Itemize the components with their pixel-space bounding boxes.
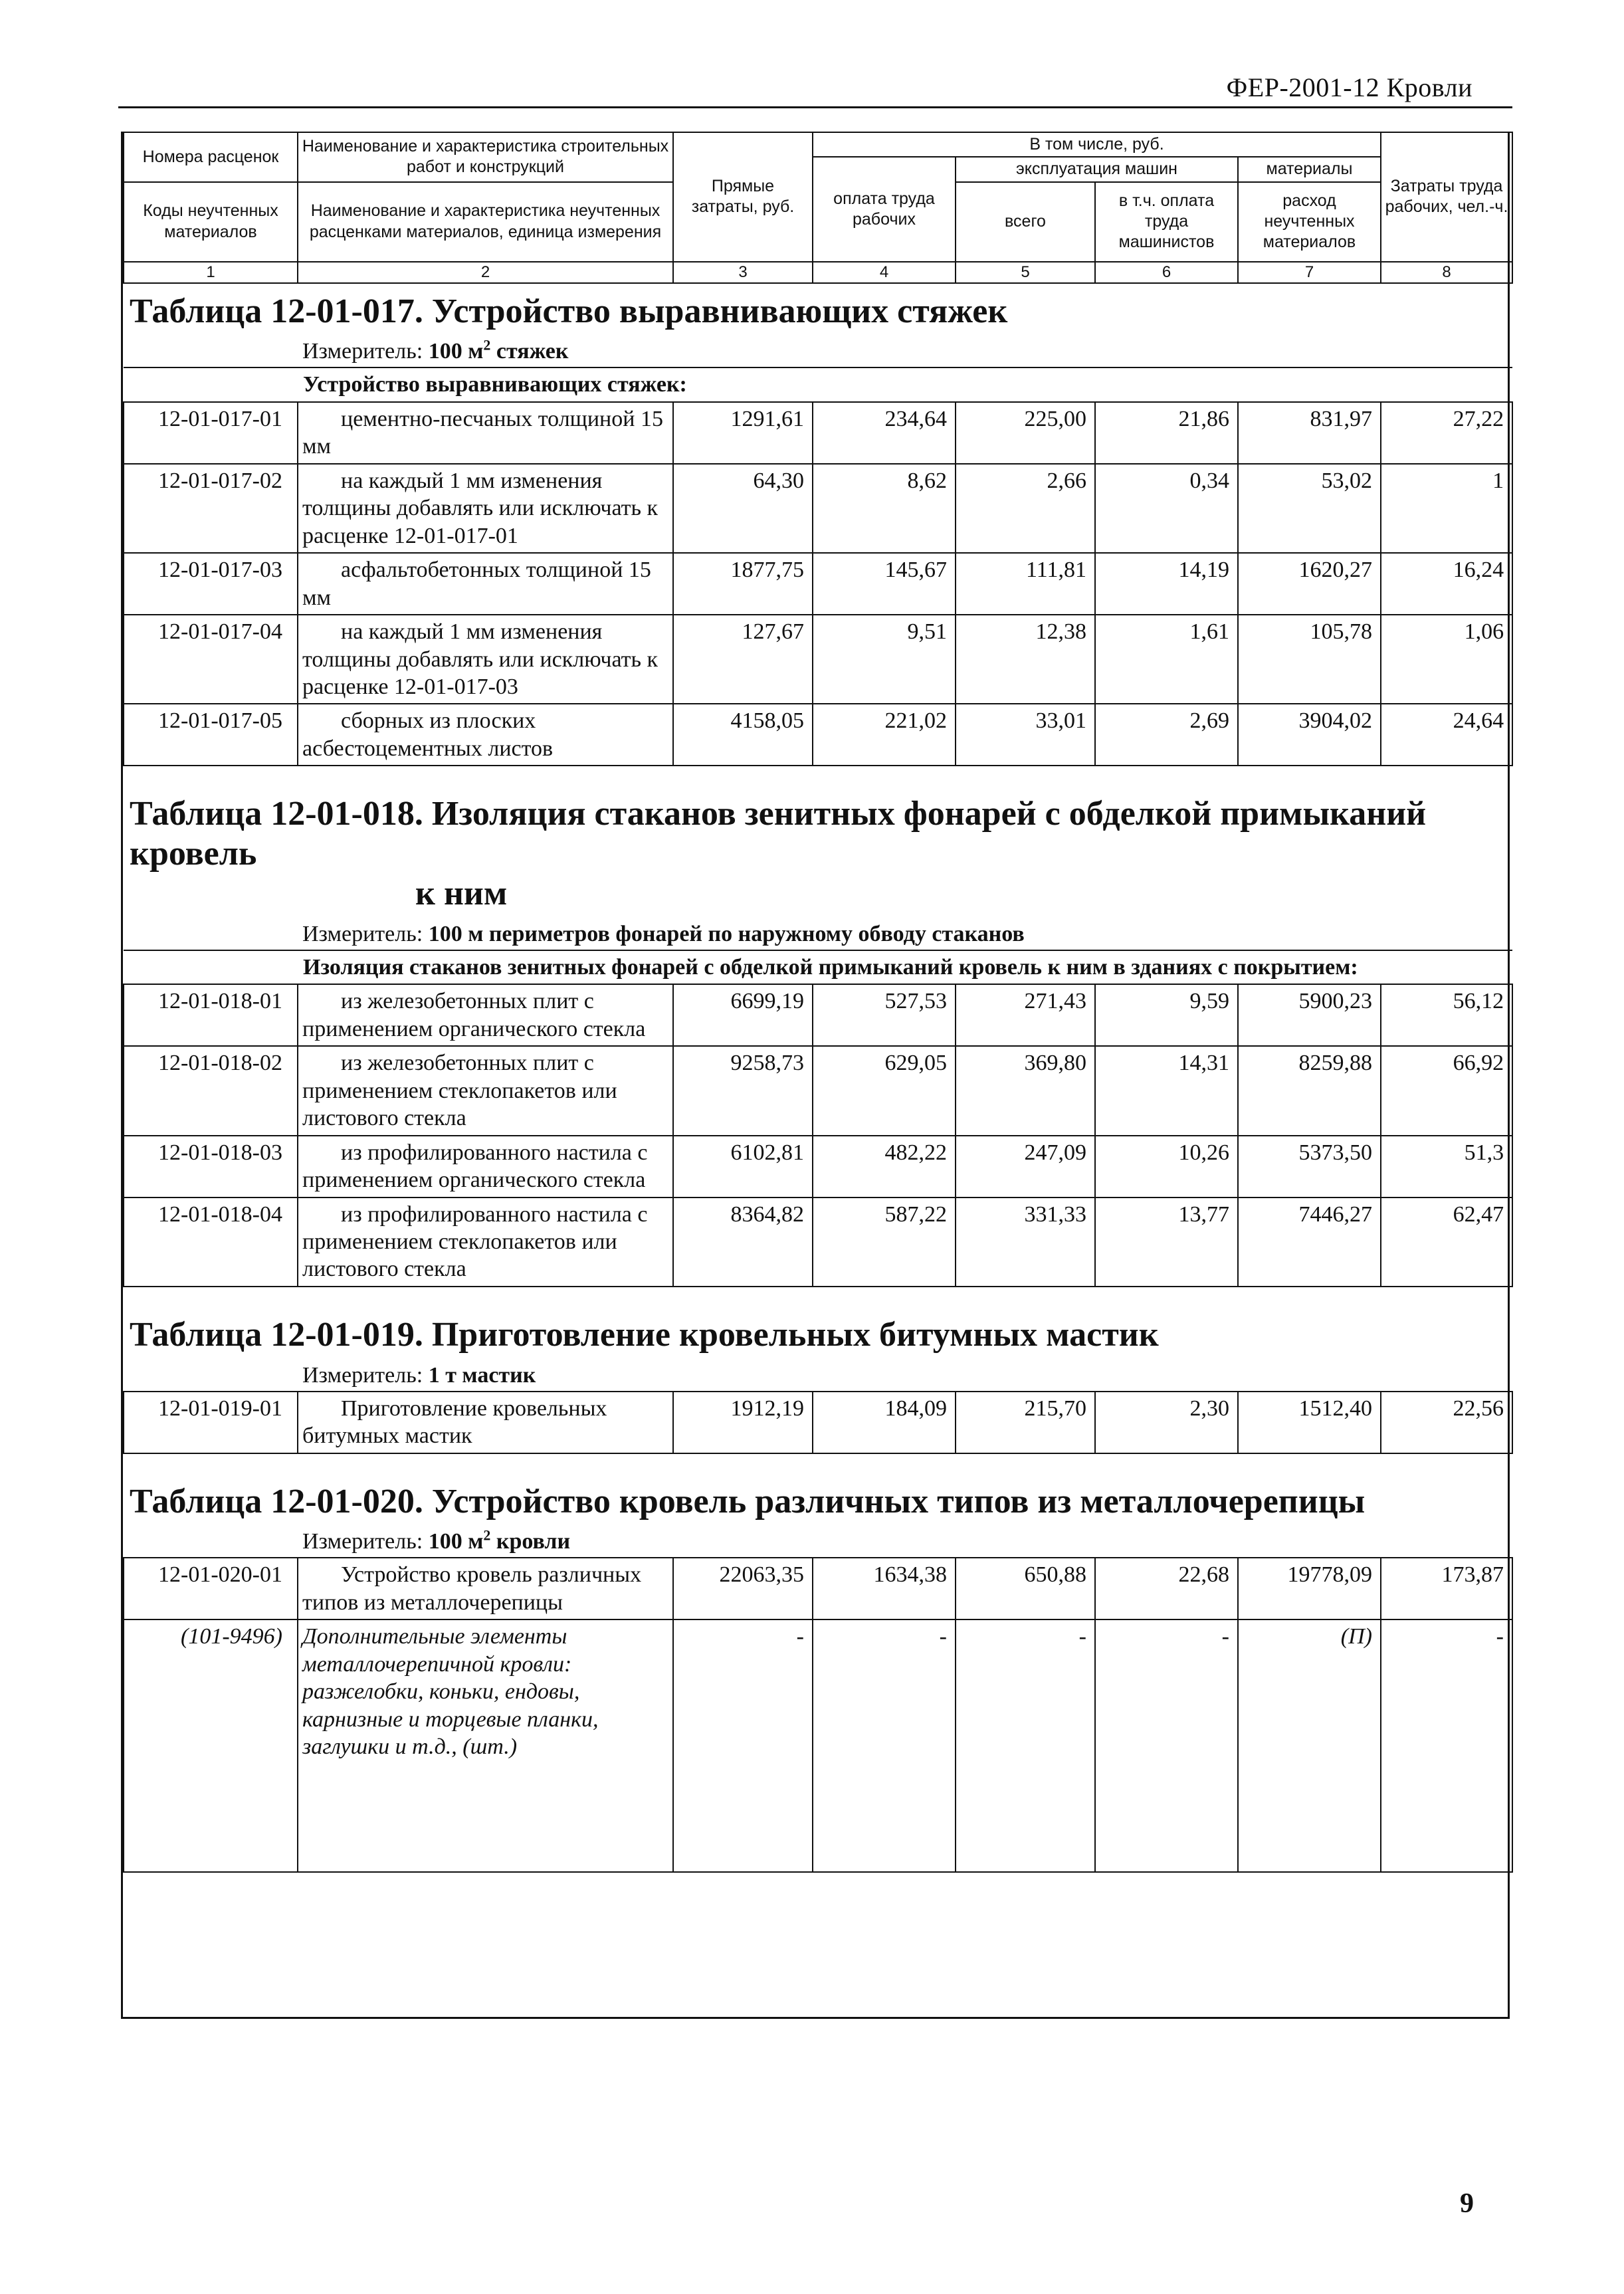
header-materials: материалы <box>1238 157 1381 181</box>
rate-table <box>123 1557 1513 1873</box>
header-labor-hours: Затраты труда рабочих, чел.-ч. <box>1381 132 1512 262</box>
meter-value-text: 100 м <box>428 1529 484 1554</box>
cell-hours: 66,92 <box>1381 1046 1512 1135</box>
rate-name-first: из профилированного настила <box>341 1201 632 1227</box>
cell-mat: 53,02 <box>1238 464 1381 553</box>
rate-code: 12-01-017-03 <box>124 553 298 615</box>
rate-name <box>298 402 673 464</box>
cell-direct: 4158,05 <box>673 704 813 766</box>
cell-mach: 33,01 <box>956 704 1095 766</box>
table-row <box>124 615 1512 704</box>
cell-labor: - <box>813 1619 956 1872</box>
table-title-text: Таблица 12-01-017. Устройство выравнивающих стяжек <box>130 292 1008 330</box>
meter-prefix: Измеритель: <box>302 1529 423 1554</box>
cell-labor: 629,05 <box>813 1046 956 1135</box>
cell-labor: 221,02 <box>813 704 956 766</box>
cell-mach: 271,43 <box>956 984 1095 1046</box>
table-title <box>123 284 1508 337</box>
group-title: Устройство выравнивающих стяжек: <box>124 367 1512 401</box>
table-row <box>124 1558 1512 1619</box>
table-row <box>124 1198 1512 1287</box>
table-row <box>124 984 1512 1046</box>
material-name: Дополнительные элементы металлочерепичной кровли: разжелобки, коньки, ендовы, карнизные и торцевые планки, заглушки и т.д., (шт.) <box>298 1619 673 1872</box>
rate-name-first: сборных из плоских <box>341 708 536 734</box>
header-col2-top: Наименование и характеристика строительных работ и конструкций <box>298 132 673 182</box>
unit-of-measure <box>123 1360 1508 1391</box>
cell-hours: 24,64 <box>1381 704 1512 766</box>
cell-direct: 64,30 <box>673 464 813 553</box>
cell-mach: 331,33 <box>956 1198 1095 1287</box>
cell-mat: 5900,23 <box>1238 984 1381 1046</box>
header-rule <box>118 106 1512 108</box>
table-title <box>123 786 1508 918</box>
cell-mach: 215,70 <box>956 1392 1095 1453</box>
cell-mat: 5373,50 <box>1238 1136 1381 1198</box>
table-row <box>124 402 1512 464</box>
col-num: 4 <box>813 262 956 283</box>
cell-mach-labor: 21,86 <box>1095 402 1238 464</box>
rate-name-rest: 15 мм <box>302 406 663 459</box>
header-materials-sub: расход неучтенных материалов <box>1238 182 1381 262</box>
cell-hours: 62,47 <box>1381 1198 1512 1287</box>
cell-hours: 173,87 <box>1381 1558 1512 1619</box>
rate-name-first: на каждый 1 мм изменения <box>341 619 603 645</box>
cell-mach: 111,81 <box>956 553 1095 615</box>
meter-value-text: 1 т мастик <box>428 1362 536 1388</box>
rate-name-first: из железобетонных плит с <box>341 989 594 1014</box>
cell-labor: 234,64 <box>813 402 956 464</box>
cell-mat: 7446,27 <box>1238 1198 1381 1287</box>
table-title-text: Таблица 12-01-019. Приготовление кровельных битумных мастик <box>130 1315 1159 1354</box>
cell-mach: 247,09 <box>956 1136 1095 1198</box>
cell-mach-labor: 14,31 <box>1095 1046 1238 1135</box>
header-machines-labor: в т.ч. оплата труда машинистов <box>1095 182 1238 262</box>
cell-mach-labor: 1,61 <box>1095 615 1238 704</box>
col-num: 3 <box>673 262 813 283</box>
rate-code: 12-01-019-01 <box>124 1392 298 1453</box>
page-number: 9 <box>1460 2188 1474 2219</box>
cell-mach: 650,88 <box>956 1558 1095 1619</box>
rate-table <box>123 1391 1513 1454</box>
cell-mat: 105,78 <box>1238 615 1381 704</box>
cell-mach-labor: 22,68 <box>1095 1558 1238 1619</box>
table-row <box>124 464 1512 553</box>
rate-code: 12-01-017-04 <box>124 615 298 704</box>
rate-code: 12-01-018-04 <box>124 1198 298 1287</box>
cell-direct: 6102,81 <box>673 1136 813 1198</box>
rate-name-rest: с применением стеклопакетов или листового стекла <box>302 1201 648 1282</box>
header-direct-costs: Прямые затраты, руб. <box>673 132 813 262</box>
cell-mat: (П) <box>1238 1619 1381 1872</box>
cell-mach-labor: 9,59 <box>1095 984 1238 1046</box>
unit-of-measure <box>123 919 1508 950</box>
unit-of-measure <box>123 336 1508 367</box>
cell-direct: 9258,73 <box>673 1046 813 1135</box>
rate-name-first: Устройство кровель различных <box>341 1562 642 1588</box>
rate-name-first: Приготовление кровельных <box>341 1396 607 1421</box>
cell-mat: 1512,40 <box>1238 1392 1381 1453</box>
rate-table-section <box>123 1474 1508 1873</box>
section-spacer <box>123 766 1508 786</box>
rate-code: 12-01-020-01 <box>124 1558 298 1619</box>
rate-name <box>298 1046 673 1135</box>
cell-labor: 482,22 <box>813 1136 956 1198</box>
rate-name-rest: битумных мастик <box>302 1423 472 1449</box>
cell-labor: 9,51 <box>813 615 956 704</box>
cell-hours: 1,06 <box>1381 615 1512 704</box>
col-num: 8 <box>1381 262 1512 283</box>
meter-value <box>429 1529 570 1554</box>
table-row <box>124 553 1512 615</box>
cell-hours: 27,22 <box>1381 402 1512 464</box>
cell-mach-labor: 10,26 <box>1095 1136 1238 1198</box>
rate-name-rest: применением стеклопакетов или листового стекла <box>302 1078 617 1131</box>
rate-name <box>298 984 673 1046</box>
group-title: Изоляция стаканов зенитных фонарей с обделкой примыканий кровель к ним в зданиях с покрытием: <box>124 950 1512 984</box>
rate-code: 12-01-017-01 <box>124 402 298 464</box>
col-num: 7 <box>1238 262 1381 283</box>
cell-direct: 6699,19 <box>673 984 813 1046</box>
cell-hours: 56,12 <box>1381 984 1512 1046</box>
rate-table-section <box>123 1307 1508 1454</box>
meter-prefix: Измеритель: <box>302 339 423 364</box>
rate-name <box>298 1392 673 1453</box>
rate-name-rest: применением органического стекла <box>302 1016 646 1041</box>
rate-name-first: из железобетонных плит с <box>341 1051 594 1076</box>
cell-mach: 369,80 <box>956 1046 1095 1135</box>
cell-mach: 2,66 <box>956 464 1095 553</box>
rate-table <box>123 367 1513 766</box>
cell-direct: 1877,75 <box>673 553 813 615</box>
rate-name-rest: типов из металлочерепицы <box>302 1590 563 1615</box>
cell-direct: - <box>673 1619 813 1872</box>
cell-hours: 1 <box>1381 464 1512 553</box>
table-title-text: Таблица 12-01-020. Устройство кровель различных типов из металлочерепицы <box>130 1482 1366 1520</box>
cell-labor: 587,22 <box>813 1198 956 1287</box>
unit-of-measure <box>123 1526 1508 1557</box>
cell-direct: 127,67 <box>673 615 813 704</box>
cell-mat: 3904,02 <box>1238 704 1381 766</box>
cell-hours: 16,24 <box>1381 553 1512 615</box>
rate-name-first: цементно-песчаных толщиной <box>341 406 635 431</box>
table-title-text: Таблица 12-01-018. Изоляция стаканов зенитных фонарей с обделкой примыканий кровель <box>130 795 1427 873</box>
rate-code: 12-01-017-02 <box>124 464 298 553</box>
meter-value <box>429 922 1025 946</box>
cell-labor: 184,09 <box>813 1392 956 1453</box>
header-col1-bottom: Коды неучтенных материалов <box>124 182 298 262</box>
header-machines-total: всего <box>956 182 1095 262</box>
rate-name-rest: толщины добавлять или исключать к расценке 12-01-017-03 <box>302 647 659 699</box>
section-spacer <box>123 1454 1508 1474</box>
cell-mach-labor: 0,34 <box>1095 464 1238 553</box>
meter-rest: кровли <box>490 1529 571 1554</box>
table-row <box>124 1392 1512 1453</box>
rate-name <box>298 553 673 615</box>
column-header <box>123 132 1513 284</box>
rate-name-first: из профилированного настила <box>341 1140 632 1165</box>
rate-name-first: на каждый 1 мм изменения <box>341 468 603 493</box>
meter-rest: стяжек <box>490 339 569 364</box>
col-num: 1 <box>124 262 298 283</box>
cell-hours: 22,56 <box>1381 1392 1512 1453</box>
rate-name <box>298 615 673 704</box>
cell-mat: 19778,09 <box>1238 1558 1381 1619</box>
rate-name <box>298 704 673 766</box>
col-num: 5 <box>956 262 1095 283</box>
rate-tables <box>123 284 1508 1873</box>
rate-code: 12-01-018-03 <box>124 1136 298 1198</box>
col-num: 2 <box>298 262 673 283</box>
cell-mach-labor: 2,69 <box>1095 704 1238 766</box>
rate-code: 12-01-017-05 <box>124 704 298 766</box>
table-title <box>123 1474 1508 1527</box>
table-title-cont: к ним <box>415 874 508 912</box>
cell-mach-labor: 14,19 <box>1095 553 1238 615</box>
rate-table <box>123 950 1513 1287</box>
header-including: В том числе, руб. <box>813 132 1381 157</box>
cell-labor: 1634,38 <box>813 1558 956 1619</box>
cell-mach: - <box>956 1619 1095 1872</box>
cell-direct: 8364,82 <box>673 1198 813 1287</box>
cell-mach-labor: 2,30 <box>1095 1392 1238 1453</box>
meter-value-text: 100 м периметров фонарей по наружному обводу стаканов <box>428 921 1025 946</box>
rate-name <box>298 1558 673 1619</box>
header-col1-top: Номера расценок <box>124 132 298 182</box>
cell-labor: 527,53 <box>813 984 956 1046</box>
cell-direct: 1912,19 <box>673 1392 813 1453</box>
cell-direct: 1291,61 <box>673 402 813 464</box>
meter-value <box>428 336 569 364</box>
rate-name <box>298 1136 673 1198</box>
cell-mach-labor: 13,77 <box>1095 1198 1238 1287</box>
rate-table-section <box>123 786 1508 1287</box>
header-machines: эксплуатация машин <box>956 157 1238 181</box>
cell-hours: 51,3 <box>1381 1136 1512 1198</box>
rate-name-rest: с применением органического стекла <box>302 1140 648 1193</box>
rate-table-section <box>123 284 1508 767</box>
running-head: ФЕР-2001-12 Кровли <box>1226 72 1472 102</box>
header-labor-pay: оплата труда рабочих <box>813 157 956 261</box>
table-title <box>123 1307 1508 1360</box>
table-row <box>124 1136 1512 1198</box>
section-spacer <box>123 1287 1508 1307</box>
cell-mat: 1620,27 <box>1238 553 1381 615</box>
material-row <box>124 1619 1512 1872</box>
meter-value-text: 100 м <box>428 339 484 364</box>
rate-name-rest: 15 мм <box>302 558 651 610</box>
cell-mat: 8259,88 <box>1238 1046 1381 1135</box>
cell-direct: 22063,35 <box>673 1558 813 1619</box>
cell-labor: 8,62 <box>813 464 956 553</box>
meter-prefix: Измеритель: <box>302 921 423 946</box>
rate-name <box>298 464 673 553</box>
col-num: 6 <box>1095 262 1238 283</box>
rate-code: 12-01-018-02 <box>124 1046 298 1135</box>
meter-superscript: 2 <box>483 1527 491 1544</box>
rate-name-first: асфальтобетонных толщиной <box>341 558 623 583</box>
table-row <box>124 704 1512 766</box>
cell-mach: 12,38 <box>956 615 1095 704</box>
rates-frame <box>121 132 1510 2019</box>
meter-value <box>429 1363 536 1388</box>
cell-mach: 225,00 <box>956 402 1095 464</box>
material-code: (101-9496) <box>124 1619 298 1872</box>
rate-name-rest: асбестоцементных листов <box>302 736 554 761</box>
cell-mach-labor: - <box>1095 1619 1238 1872</box>
meter-prefix: Измеритель: <box>302 1362 423 1388</box>
cell-mat: 831,97 <box>1238 402 1381 464</box>
rate-code: 12-01-018-01 <box>124 984 298 1046</box>
header-col2-bottom: Наименование и характеристика неучтенных расценками материалов, единица измерения <box>298 182 673 262</box>
rate-name <box>298 1198 673 1287</box>
meter-superscript: 2 <box>483 336 491 354</box>
cell-labor: 145,67 <box>813 553 956 615</box>
table-row <box>124 1046 1512 1135</box>
rate-name-rest: толщины добавлять или исключать к расценке 12-01-017-01 <box>302 496 659 548</box>
cell-hours: - <box>1381 1619 1512 1872</box>
